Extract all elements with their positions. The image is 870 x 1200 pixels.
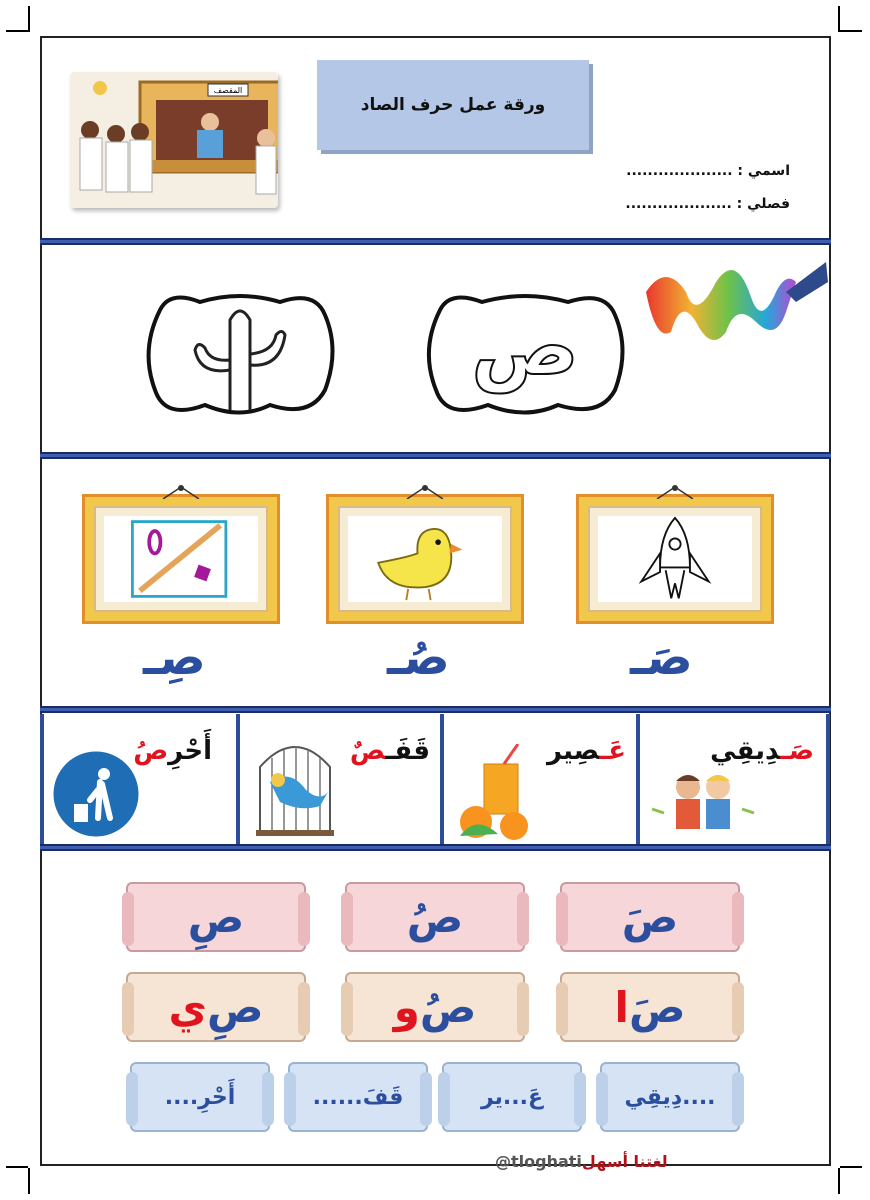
syllable-tile: صِ xyxy=(126,882,306,952)
word-card-juice xyxy=(440,714,638,844)
long-vowel-tile: صُ و xyxy=(345,972,525,1042)
footer-handle: @tloghati xyxy=(495,1152,582,1171)
frame-chick xyxy=(326,494,524,624)
word-card-friend xyxy=(636,714,830,844)
trash-sign-icon xyxy=(48,746,144,842)
corner-mark xyxy=(840,30,862,32)
class-dots: .................... xyxy=(625,196,732,212)
divider-bar xyxy=(40,238,831,245)
corner-mark xyxy=(28,1168,30,1194)
corner-mark xyxy=(838,1168,840,1194)
shop-sign: المقصف xyxy=(213,86,243,95)
word-cage: قَفَـصٌ xyxy=(349,736,430,766)
footer-brand: لغتنا أسهل xyxy=(581,1152,668,1171)
syllable-tile: صَ xyxy=(560,882,740,952)
harakah-kasra: صِـ xyxy=(143,630,206,686)
footer-credit xyxy=(495,1152,668,1171)
word-careful: أَحْرِصُ xyxy=(133,736,212,766)
blank-word-tile[interactable]: أَحْرِ.... xyxy=(130,1062,270,1132)
name-dots: .................... xyxy=(626,163,733,179)
letter-sad: ص xyxy=(471,300,579,393)
orange-juice-icon xyxy=(454,744,544,844)
divider-bar xyxy=(40,706,831,713)
blank-word-tile[interactable]: قَفَ...... xyxy=(288,1062,428,1132)
harakah-fatha: صَـ xyxy=(630,630,693,686)
long-vowel-tile: صِ ي xyxy=(126,972,306,1042)
corner-mark xyxy=(838,6,840,32)
corner-mark xyxy=(840,1166,862,1168)
name-field[interactable] xyxy=(626,163,790,179)
blank-word-tile[interactable]: ....دِيقِي xyxy=(600,1062,740,1132)
divider-bar xyxy=(40,452,831,459)
rocket-icon xyxy=(598,516,752,602)
frame-percent xyxy=(82,494,280,624)
syllable-tile: صُ xyxy=(345,882,525,952)
name-label: اسمي : xyxy=(737,163,790,179)
class-field[interactable] xyxy=(625,196,790,212)
frame-rocket xyxy=(576,494,774,624)
word-juice: عَـصِير xyxy=(546,736,626,766)
cactus-cloud xyxy=(140,290,340,420)
word-friend: صَـدِيقِي xyxy=(710,736,814,766)
word-card-cage xyxy=(236,714,442,844)
long-vowel-tile: صَ ا xyxy=(560,972,740,1042)
corner-mark xyxy=(28,6,30,32)
canteen-illustration xyxy=(70,72,278,208)
divider-bar xyxy=(40,844,831,851)
harakah-damma: صُـ xyxy=(387,630,450,686)
class-label: فصلي : xyxy=(736,196,790,212)
worksheet-title: ورقة عمل حرف الصاد xyxy=(360,95,546,115)
rainbow-brush-icon xyxy=(636,252,828,348)
worksheet-title-box xyxy=(317,60,589,150)
chick-icon xyxy=(348,516,502,602)
percent-sign-icon xyxy=(104,516,258,602)
corner-mark xyxy=(6,30,28,32)
word-card-warning xyxy=(40,714,240,844)
corner-mark xyxy=(6,1166,28,1168)
bird-cage-icon xyxy=(250,732,340,844)
letter-cloud xyxy=(420,290,630,420)
blank-word-tile[interactable]: عَ...ير xyxy=(442,1062,582,1132)
friends-icon xyxy=(648,769,758,844)
